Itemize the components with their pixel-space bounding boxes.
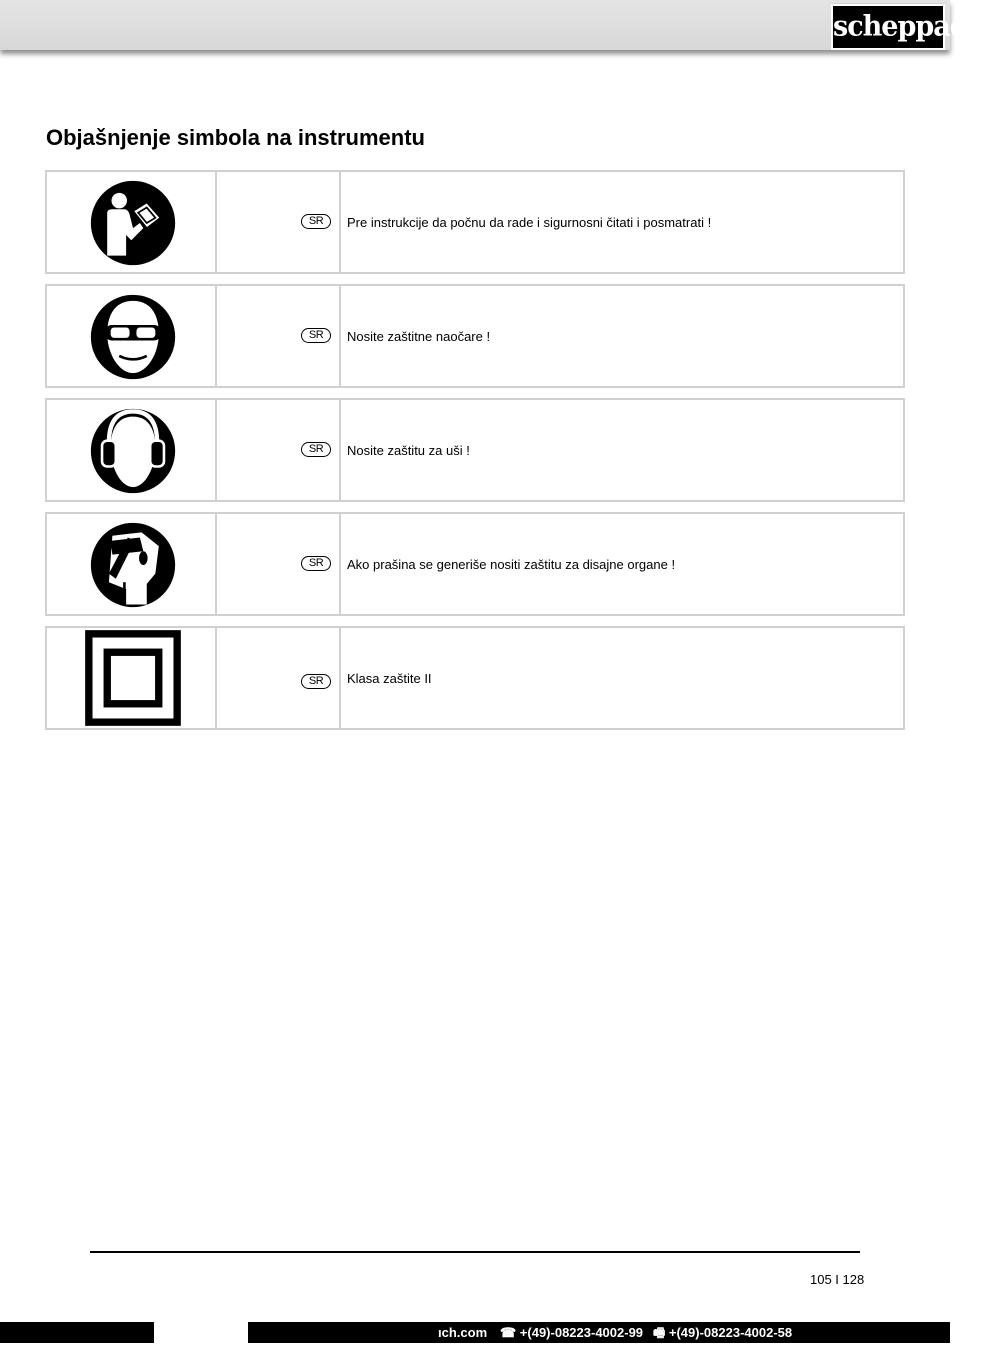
protection-class-ii-icon [87, 632, 179, 724]
symbol-row-read-manual [45, 170, 905, 274]
description-cell [347, 628, 897, 728]
brand-logo: scheppach [831, 4, 945, 50]
lang-badge: SR [301, 442, 331, 457]
symbol-row-safety-goggles [45, 284, 905, 388]
symbol-table [45, 170, 905, 740]
lang-badge: SR [301, 674, 331, 689]
lang-cell [217, 514, 341, 614]
page-title: Objašnjenje simbola na instrumentu [46, 125, 425, 150]
description-cell [347, 172, 897, 272]
header-bar [0, 0, 984, 50]
page-number: 105 I 128 [810, 1272, 865, 1287]
phone-number: ☎ +(49)-08223-4002-99 [500, 1325, 644, 1340]
lang-badge: SR [301, 556, 331, 571]
icon-cell [47, 514, 217, 614]
footer-bar-left [0, 1322, 154, 1343]
footer-divider [90, 1251, 860, 1253]
symbol-description: Ako prašina se generiše nositi zaštitu za disajne organe ! [347, 556, 676, 572]
lang-cell [217, 172, 341, 272]
icon-cell [47, 400, 217, 500]
ear-protection-icon [90, 408, 176, 494]
description-cell [347, 286, 897, 386]
symbol-row-ear-protection [45, 398, 905, 502]
lang-badge: SR [301, 328, 331, 343]
symbol-description: Klasa zaštite II [347, 670, 432, 686]
fax-number: 🖷 +(49)-08223-4002-58 [653, 1325, 793, 1340]
lang-cell [217, 286, 341, 386]
read-manual-icon [90, 180, 176, 266]
description-cell [347, 514, 897, 614]
icon-cell [47, 286, 217, 386]
respirator-icon [90, 522, 176, 608]
lang-badge: SR [301, 214, 331, 229]
symbol-description: Nosite zaštitne naočare ! [347, 328, 491, 344]
symbol-row-protection-class [45, 626, 905, 730]
lang-cell [217, 628, 341, 728]
website-link[interactable]: ıch.com [438, 1325, 488, 1340]
lang-cell [217, 400, 341, 500]
symbol-row-respirator [45, 512, 905, 616]
footer-contact-bar [248, 1322, 950, 1343]
description-cell [347, 400, 897, 500]
icon-cell [47, 628, 217, 728]
symbol-description: Nosite zaštitu za uši ! [347, 442, 470, 458]
icon-cell [47, 172, 217, 272]
safety-goggles-icon [90, 294, 176, 380]
symbol-description: Pre instrukcije da počnu da rade i sigurnosni čitati i posmatrati ! [347, 214, 712, 230]
